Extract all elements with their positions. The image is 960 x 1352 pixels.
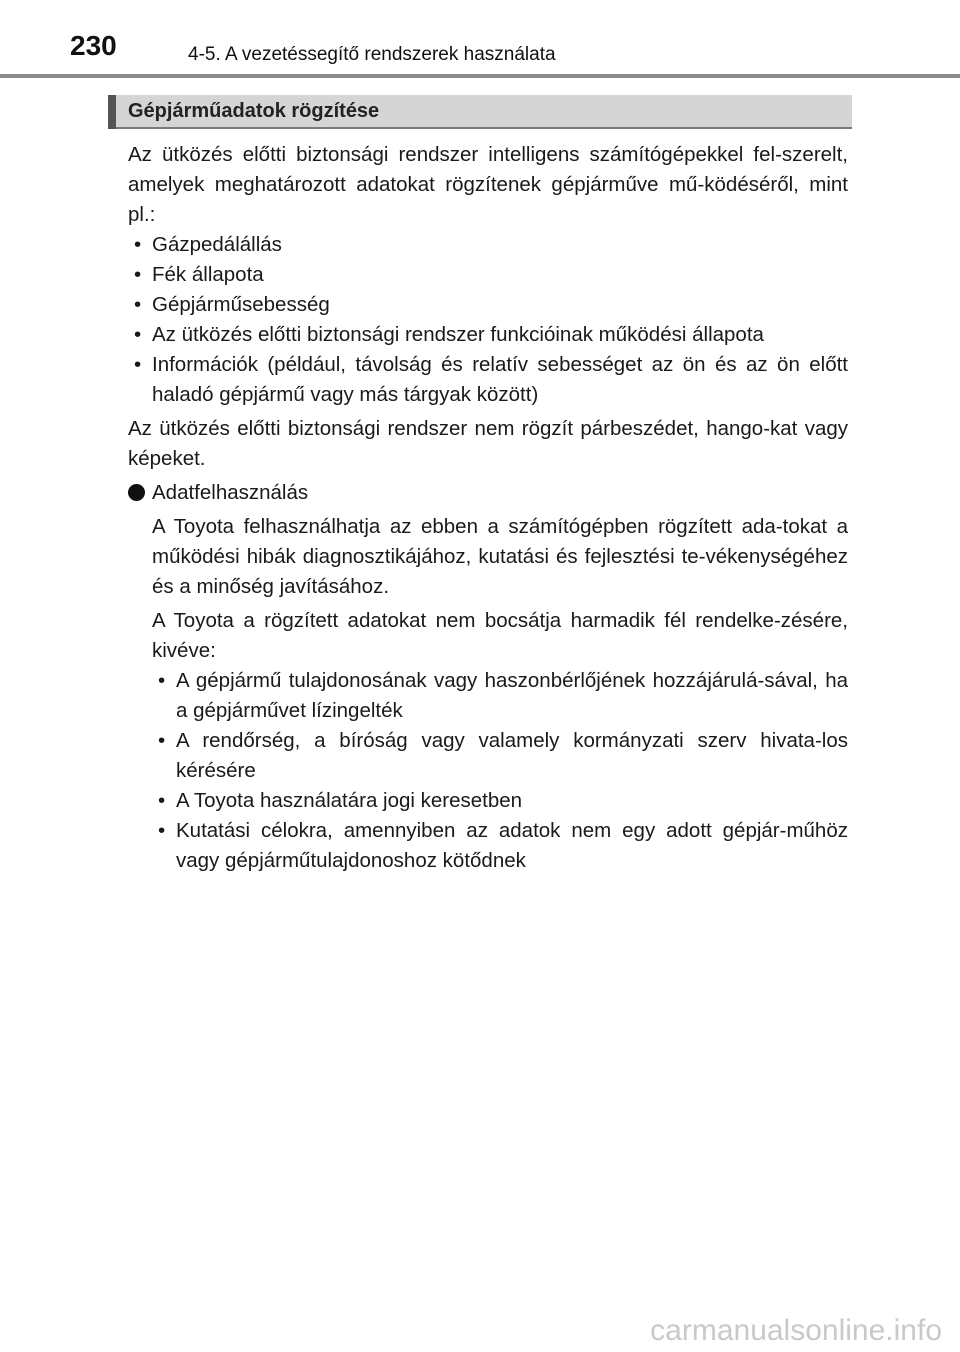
list-item: • Gépjárműsebesség — [128, 290, 848, 320]
list-item: • Fék állapota — [128, 260, 848, 290]
list-item: • Kutatási célokra, amennyiben az adatok nem egy adott gépjár-műhöz vagy gépjárműtulajdonoshoz kötődnek — [152, 816, 848, 876]
no-record-paragraph: Az ütközés előtti biztonsági rendszer nem rögzít párbeszédet, hango-kat vagy képeket. — [128, 417, 848, 470]
list-item: • A gépjármű tulajdonosának vagy haszonbérlőjének hozzájárulá-sával, ha a gépjárművet lízingelték — [152, 666, 848, 726]
page-number: 230 — [70, 30, 117, 61]
watermark: carmanualsonline.info — [650, 1314, 942, 1347]
data-use-section — [128, 512, 848, 876]
page-body — [128, 140, 848, 876]
list-item: • A Toyota használatára jogi keresetben — [152, 786, 848, 816]
section-heading-bar — [108, 95, 852, 129]
list-item: • A rendőrség, a bíróság vagy valamely kormányzati szerv hivata-los kérésére — [152, 726, 848, 786]
list-item: • Gázpedálállás — [128, 230, 848, 260]
data-use-heading — [128, 478, 848, 508]
recorded-items-list — [128, 230, 848, 410]
section-title: Gépjárműadatok rögzítése — [128, 100, 380, 122]
page-header — [0, 0, 960, 80]
running-title: 4-5. A vezetéssegítő rendszerek használata — [188, 44, 556, 65]
data-use-heading-label: Adatfelhasználás — [152, 481, 309, 504]
header-rule — [0, 74, 960, 78]
exceptions-list — [152, 666, 848, 876]
list-item: • Információk (például, távolság és relatív sebességet az ön és az ön előtt haladó gépjármű vagy más tárgyak között) — [128, 350, 848, 410]
disclosure-paragraph: A Toyota a rögzített adatokat nem bocsátja harmadik fél rendelke-zésére, kivéve: — [152, 609, 848, 662]
data-use-paragraph: A Toyota felhasználhatja az ebben a számítógépben rögzített ada-tokat a működési hibák diagnosztikájához, kutatási és fejlesztési te-vékenységéhez és a minőség javításához. — [152, 515, 848, 598]
section-bar-accent — [108, 95, 116, 129]
filled-circle-icon — [128, 484, 145, 501]
list-item: • Az ütközés előtti biztonsági rendszer funkcióinak működési állapota — [128, 320, 848, 350]
intro-paragraph: Az ütközés előtti biztonsági rendszer intelligens számítógépekkel fel-szerelt, amelyek meghatározott adatokat rögzítenek gépjárműve mű-ködéséről, mint pl.: — [128, 143, 848, 226]
